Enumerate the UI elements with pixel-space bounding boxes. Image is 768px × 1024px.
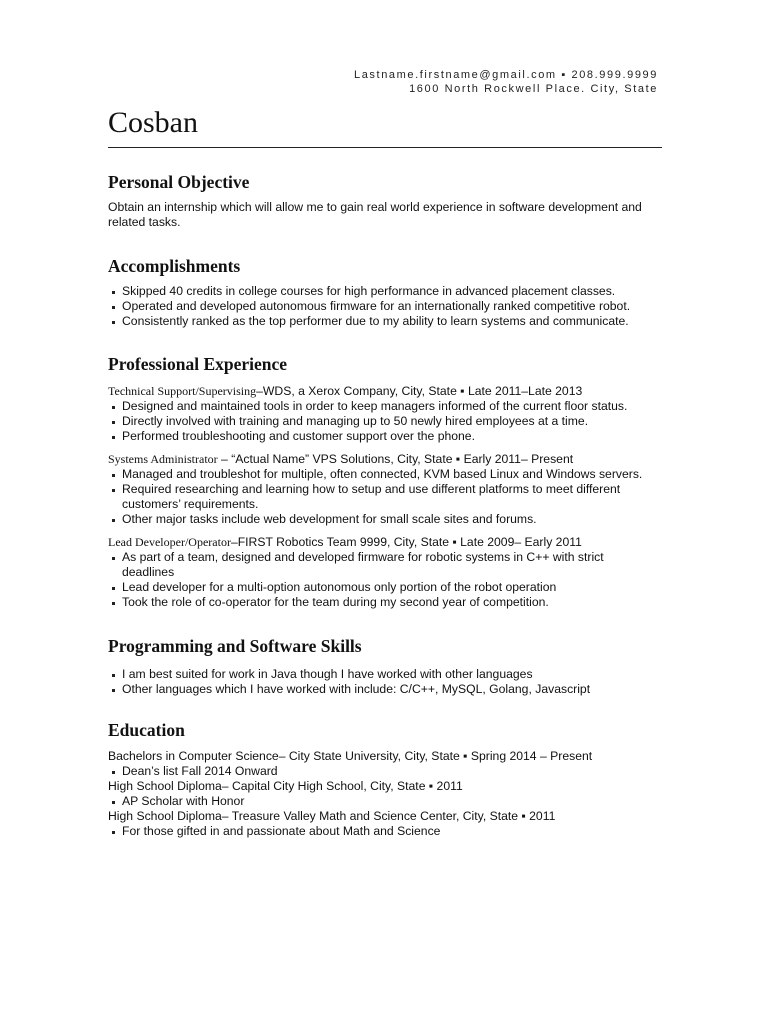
education-entries [108, 749, 668, 839]
skills-list [108, 667, 668, 697]
list-item: Required researching and learning how to setup and use different platforms to meet different customers’ requirements. [108, 482, 652, 512]
section-title: Professional Experience [108, 354, 288, 374]
list-item: I am best suited for work in Java though I have worked with other languages [108, 667, 668, 682]
job-duties [108, 399, 668, 444]
job-heading [108, 383, 668, 399]
job-entry [108, 451, 668, 527]
experience-section [108, 353, 668, 610]
contact-address: 1600 North Rockwell Place. City, State [409, 83, 658, 95]
objective-section [108, 171, 668, 230]
job-duties [108, 467, 668, 527]
list-item: Consistently ranked as the top performer due to my ability to learn systems and communicate. [108, 314, 668, 329]
section-title: Accomplishments [108, 256, 241, 276]
section-title: Education [108, 720, 185, 740]
job-title: Technical Support/Supervising [108, 384, 257, 398]
list-item: Performed troubleshooting and customer support over the phone. [108, 429, 668, 444]
job-detail: – “Actual Name” VPS Solutions, City, State ▪ Early 2011– Present [217, 452, 574, 466]
list-item: As part of a team, designed and developed firmware for robotic systems in C++ with strict deadlines [108, 550, 642, 580]
list-item: Designed and maintained tools in order to keep managers informed of the current floor status. [108, 399, 668, 414]
header-divider [108, 147, 662, 148]
section-title: Personal Objective [108, 172, 250, 192]
skills-section [108, 635, 668, 697]
job-entry [108, 383, 668, 444]
job-title: Lead Developer/Operator [108, 535, 231, 549]
education-detail [108, 794, 668, 809]
job-heading [108, 534, 668, 550]
education-section [108, 719, 668, 839]
list-item: Other major tasks include web development for small scale sites and forums. [108, 512, 668, 527]
section-title: Programming and Software Skills [108, 636, 362, 656]
job-heading [108, 451, 668, 467]
job-detail: –WDS, a Xerox Company, City, State ▪ Late 2011–Late 2013 [256, 384, 583, 398]
education-line: Bachelors in Computer Science– City State University, City, State ▪ Spring 2014 – Present [108, 749, 593, 763]
contact-email-phone: Lastname.firstname@gmail.com ▪ 208.999.9999 [354, 69, 658, 81]
education-detail [108, 764, 668, 779]
accomplishments-section [108, 255, 668, 329]
accomplishments-list [108, 284, 668, 329]
list-item: Other languages which I have worked with include: C/C++, MySQL, Golang, Javascript [108, 682, 668, 697]
list-item: Dean’s list Fall 2014 Onward [108, 764, 668, 779]
contact-block [354, 68, 658, 96]
applicant-name: Cosban [108, 106, 198, 139]
job-entry [108, 534, 668, 610]
list-item: Operated and developed autonomous firmware for an internationally ranked competitive robot. [108, 299, 668, 314]
objective-text: Obtain an internship which will allow me to gain real world experience in software development and related tasks. [108, 200, 642, 229]
job-duties [108, 550, 668, 610]
list-item: Managed and troubleshot for multiple, often connected, KVM based Linux and Windows servers. [108, 467, 668, 482]
education-detail [108, 824, 668, 839]
education-line: High School Diploma– Treasure Valley Math and Science Center, City, State ▪ 2011 [108, 809, 556, 823]
list-item: For those gifted in and passionate about Math and Science [108, 824, 668, 839]
list-item: Lead developer for a multi-option autonomous only portion of the robot operation [108, 580, 668, 595]
list-item: Skipped 40 credits in college courses for high performance in advanced placement classes. [108, 284, 668, 299]
list-item: Took the role of co-operator for the team during my second year of competition. [108, 595, 668, 610]
list-item: AP Scholar with Honor [108, 794, 668, 809]
job-detail: –FIRST Robotics Team 9999, City, State ▪ Late 2009– Early 2011 [230, 535, 582, 549]
list-item: Directly involved with training and managing up to 50 newly hired employees at a time. [108, 414, 668, 429]
job-title: Systems Administrator [108, 452, 218, 466]
education-line: High School Diploma– Capital City High School, City, State ▪ 2011 [108, 779, 463, 793]
